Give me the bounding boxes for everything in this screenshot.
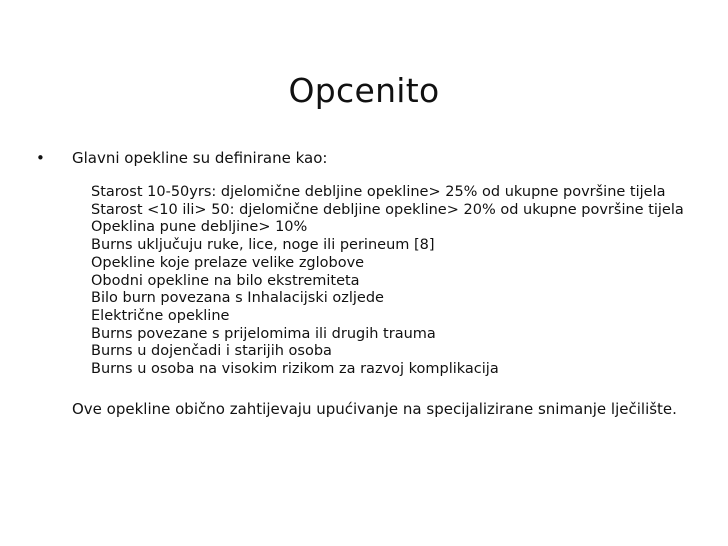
criteria-list (91, 184, 721, 379)
criteria-item: Obodni opekline na bilo ekstremiteta (91, 272, 360, 289)
criteria-item: Starost 10-50yrs: djelomične debljine opekline> 25% od ukupne površine tijela (91, 184, 666, 200)
criteria-item: Električne opekline (91, 307, 230, 324)
closing-note: Ove opekline obično zahtijevaju upućivanje na specijalizirane snimanje lječilište. (72, 400, 677, 418)
bullet-text: Glavni opekline su definirane kao: (72, 149, 328, 167)
criteria-item: Starost <10 ili> 50: djelomične debljine opekline> 20% od ukupne površine tijela (91, 201, 684, 218)
criteria-item: Burns uključuju ruke, lice, noge ili perineum [8] (91, 237, 435, 254)
criteria-item: Opekline koje prelaze velike zglobove (91, 254, 365, 271)
slide-title: Opcenito (288, 71, 440, 111)
criteria-item: Bilo burn povezana s Inhalacijski ozljede (91, 290, 384, 307)
criteria-item: Burns u osoba na visokim rizikom za razvoj komplikacija (91, 361, 499, 378)
criteria-item: Burns povezane s prijelomima ili drugih trauma (91, 325, 436, 342)
bullet-marker: • (36, 149, 45, 167)
criteria-item: Burns u dojenčadi i starijih osoba (91, 343, 332, 360)
criteria-item: Opeklina pune debljine> 10% (91, 219, 308, 236)
